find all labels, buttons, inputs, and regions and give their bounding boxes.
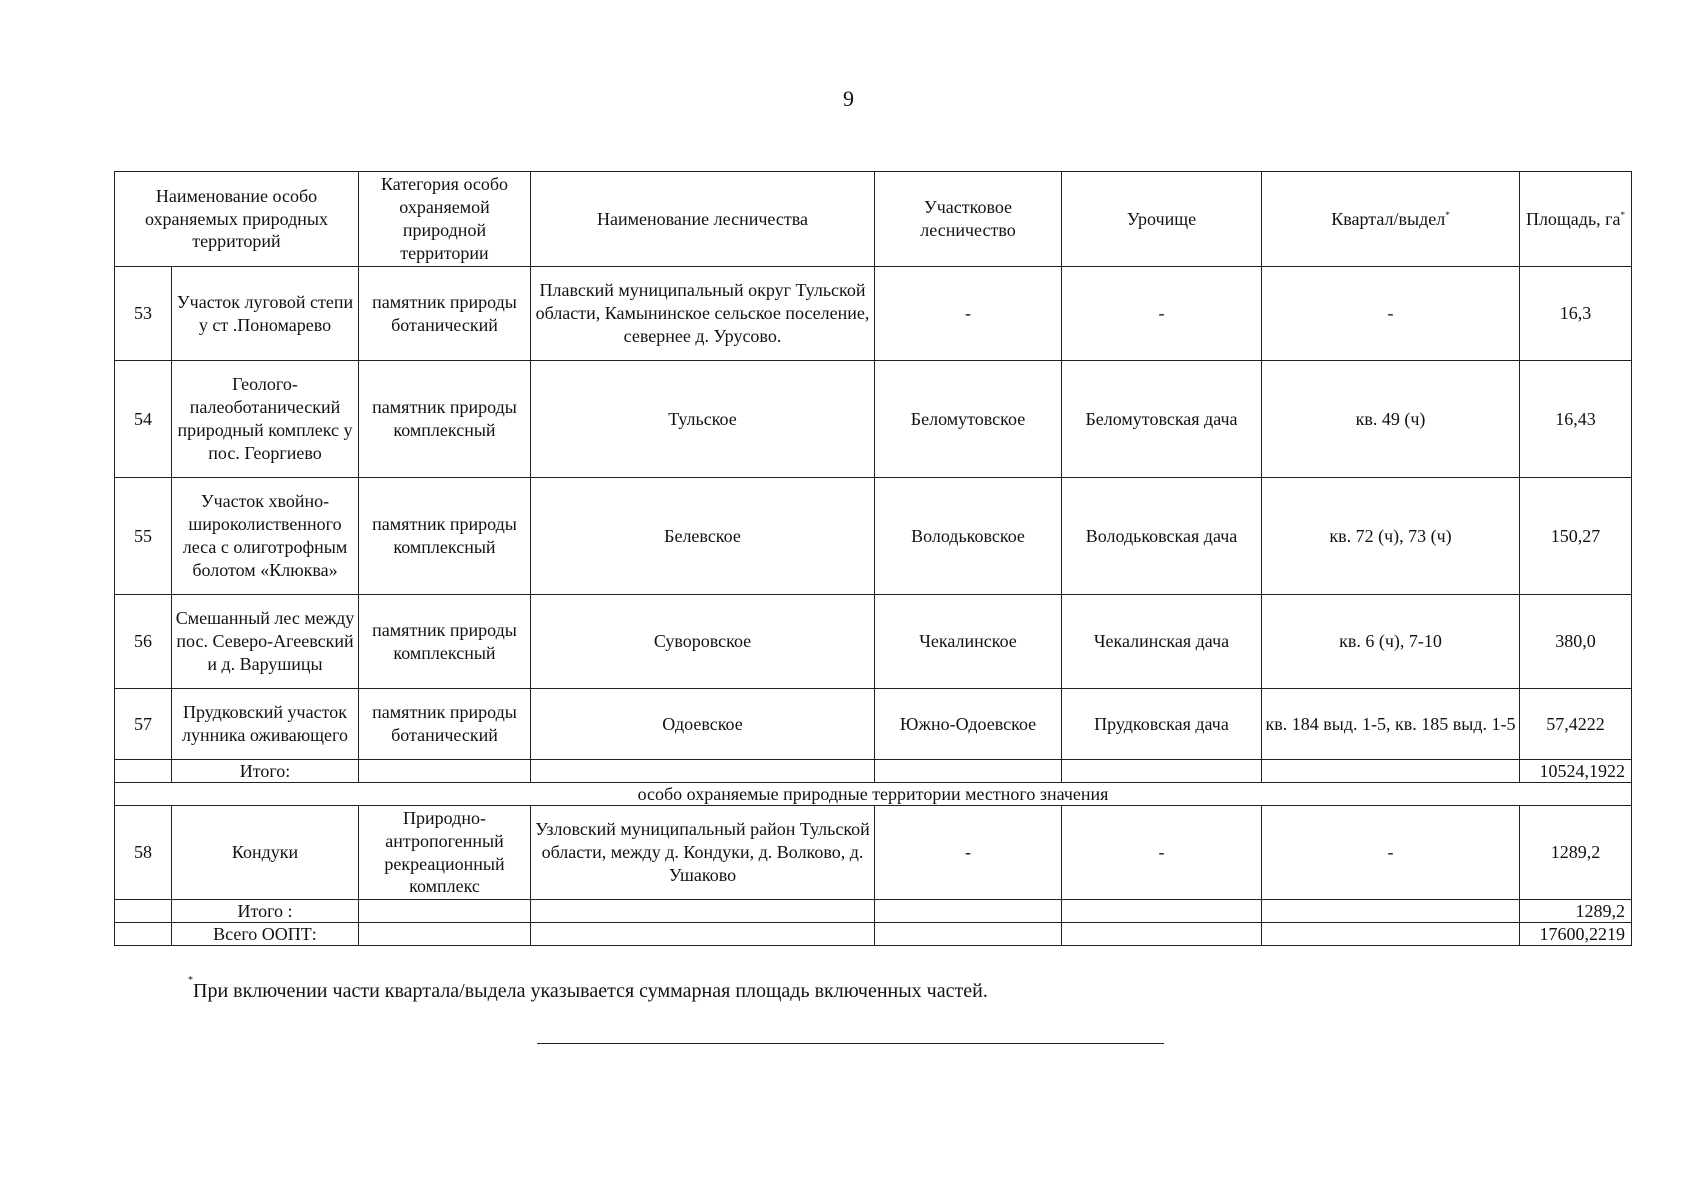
row-category: памятник природы комплексный [359,361,531,478]
table-header-row [115,172,1632,267]
grand-total-label: Всего ООПТ: [172,923,359,946]
header-name: Наименование особо охраняемых природных территорий [115,172,359,267]
subtotal-label: Итого : [172,900,359,923]
row-quarter: кв. 184 выд. 1-5, кв. 185 выд. 1-5 [1262,689,1520,760]
row-quarter: кв. 72 (ч), 73 (ч) [1262,478,1520,595]
row-forestry: Одоевское [531,689,875,760]
row-forestry: Белевское [531,478,875,595]
table-row [115,806,1632,900]
subtotal-label: Итого: [172,760,359,783]
row-number: 54 [115,361,172,478]
row-tract: - [1062,267,1262,361]
row-tract: Чекалинская дача [1062,595,1262,689]
footnote-mark: * [1620,209,1626,220]
footnote-text: При включении части квартала/выдела указывается суммарная площадь включенных частей. [193,980,988,1002]
row-name: Участок луговой степи у ст .Пономарево [172,267,359,361]
row-tract: Прудковская дача [1062,689,1262,760]
row-quarter: кв. 6 (ч), 7-10 [1262,595,1520,689]
row-name: Смешанный лес между пос. Северо-Агеевский и д. Варушицы [172,595,359,689]
row-name: Кондуки [172,806,359,900]
row-quarter: - [1262,806,1520,900]
row-name: Участок хвойно-широколиственного леса с олиготрофным болотом «Клюква» [172,478,359,595]
row-number: 53 [115,267,172,361]
row-district: Володьковское [875,478,1062,595]
row-area: 16,3 [1520,267,1632,361]
header-category: Категория особо охраняемой природной территории [359,172,531,267]
row-number: 56 [115,595,172,689]
row-district: - [875,267,1062,361]
grand-total-row [115,923,1632,946]
row-forestry: Узловский муниципальный район Тульской области, между д. Кондуки, д. Волково, д. Ушаково [531,806,875,900]
row-category: Природно-антропогенный рекреационный комплекс [359,806,531,900]
row-forestry: Суворовское [531,595,875,689]
row-district: Чекалинское [875,595,1062,689]
row-area: 57,4222 [1520,689,1632,760]
subtotal-row [115,900,1632,923]
row-tract: - [1062,806,1262,900]
table-row [115,478,1632,595]
row-tract: Володьковская дача [1062,478,1262,595]
row-forestry: Тульское [531,361,875,478]
subtotal-area: 1289,2 [1520,900,1632,923]
row-category: памятник природы комплексный [359,478,531,595]
header-district-forestry: Участковое лесничество [875,172,1062,267]
row-category: памятник природы ботанический [359,689,531,760]
header-forestry: Наименование лесничества [531,172,875,267]
header-area: Площадь, га* [1520,172,1632,267]
footnote-mark: * [188,975,193,987]
row-district: Беломутовское [875,361,1062,478]
row-number: 58 [115,806,172,900]
grand-total-area: 17600,2219 [1520,923,1632,946]
header-tract: Урочище [1062,172,1262,267]
section-heading-row [115,783,1632,806]
row-district: Южно-Одоевское [875,689,1062,760]
row-name: Геолого-палеоботанический природный комплекс у пос. Георгиево [172,361,359,478]
row-quarter: - [1262,267,1520,361]
row-category: памятник природы комплексный [359,595,531,689]
row-area: 150,27 [1520,478,1632,595]
row-forestry: Плавский муниципальный округ Тульской области, Камынинское сельское поселение, севернее д. Урусово. [531,267,875,361]
row-district: - [875,806,1062,900]
footnote-mark: * [1445,209,1450,220]
row-number: 57 [115,689,172,760]
row-number: 55 [115,478,172,595]
row-name: Прудковский участок лунника оживающего [172,689,359,760]
protected-areas-table [114,171,1632,946]
page-number: 9 [843,86,854,111]
header-quarter: Квартал/выдел* [1262,172,1520,267]
table-row [115,361,1632,478]
protected-areas-table-container [114,171,1632,946]
subtotal-area: 10524,1922 [1520,760,1632,783]
section-heading: особо охраняемые природные территории местного значения [115,783,1632,806]
row-tract: Беломутовская дача [1062,361,1262,478]
table-row [115,595,1632,689]
subtotal-row [115,760,1632,783]
row-area: 380,0 [1520,595,1632,689]
row-area: 1289,2 [1520,806,1632,900]
row-area: 16,43 [1520,361,1632,478]
table-row [115,267,1632,361]
closing-rule [537,1043,1164,1044]
row-category: памятник природы ботанический [359,267,531,361]
row-quarter: кв. 49 (ч) [1262,361,1520,478]
table-row [115,689,1632,760]
footnote [188,975,988,1003]
